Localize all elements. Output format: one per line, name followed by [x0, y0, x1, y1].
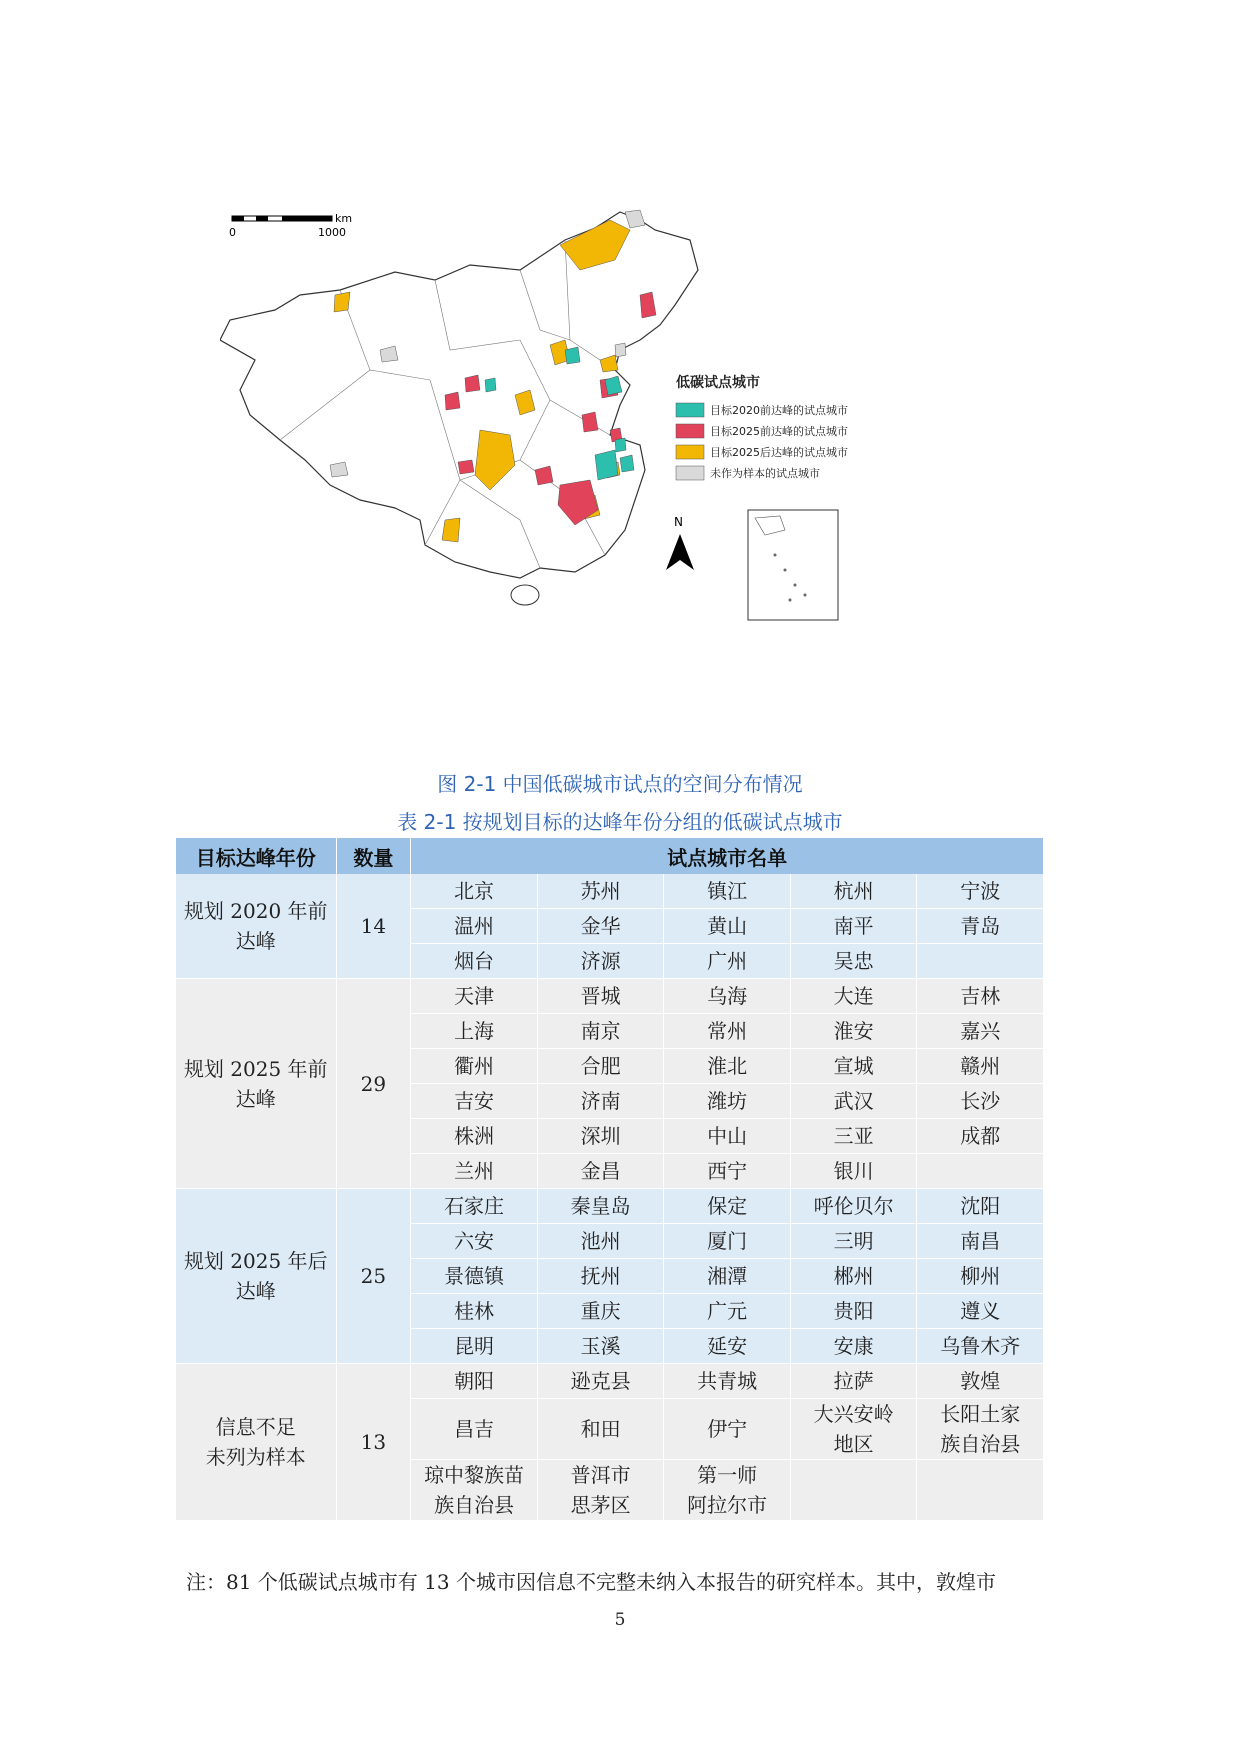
city-cell: 广元	[664, 1294, 791, 1329]
city-cell: 淮北	[664, 1049, 791, 1084]
city-cell: 天津	[411, 979, 538, 1014]
city-cell: 淮安	[790, 1014, 917, 1049]
city-cell: 普洱市 思茅区	[537, 1460, 664, 1521]
city-cell: 玉溪	[537, 1329, 664, 1364]
city-cell: 抚州	[537, 1259, 664, 1294]
city-cell: 厦门	[664, 1224, 791, 1259]
footnote: 注：81 个低碳试点城市有 13 个城市因信息不完整未纳入本报告的研究样本。其中，敦煌市	[186, 1570, 996, 1594]
city-cell: 共青城	[664, 1364, 791, 1399]
hainan-island	[511, 585, 539, 605]
city-cell: 大兴安岭 地区	[790, 1399, 917, 1460]
city-cell: 南平	[790, 909, 917, 944]
city-cell: 重庆	[537, 1294, 664, 1329]
city-cell	[917, 1460, 1044, 1521]
city-cell: 贵阳	[790, 1294, 917, 1329]
svg-text:N: N	[674, 515, 683, 529]
city-cell: 长阳土家 族自治县	[917, 1399, 1044, 1460]
city-cell	[917, 944, 1044, 979]
city-cell: 北京	[411, 874, 538, 909]
city-cell: 乌海	[664, 979, 791, 1014]
city-cell: 逊克县	[537, 1364, 664, 1399]
city-cell: 三亚	[790, 1119, 917, 1154]
city-cell: 敦煌	[917, 1364, 1044, 1399]
city-cell: 杭州	[790, 874, 917, 909]
city-cell: 黄山	[664, 909, 791, 944]
city-cell: 中山	[664, 1119, 791, 1154]
city-cell: 池州	[537, 1224, 664, 1259]
city-cell: 第一师 阿拉尔市	[664, 1460, 791, 1521]
city-cell: 六安	[411, 1224, 538, 1259]
city-cell: 嘉兴	[917, 1014, 1044, 1049]
group-count: 29	[336, 979, 411, 1189]
legend-swatch-red	[676, 424, 704, 438]
header-count: 数量	[336, 838, 411, 874]
city-cell: 兰州	[411, 1154, 538, 1189]
pilot-city-table	[176, 838, 1044, 1521]
legend-swatch-gray	[676, 466, 704, 480]
city-cell: 苏州	[537, 874, 664, 909]
city-cell: 伊宁	[664, 1399, 791, 1460]
table-caption: 表 2-1 按规划目标的达峰年份分组的低碳试点城市	[397, 810, 843, 834]
legend-label: 目标2025前达峰的试点城市	[710, 425, 848, 438]
city-cell: 郴州	[790, 1259, 917, 1294]
table-row	[176, 1364, 1044, 1399]
page-number: 5	[614, 1610, 626, 1630]
city-cell: 吉林	[917, 979, 1044, 1014]
city-cell: 三明	[790, 1224, 917, 1259]
city-cell: 温州	[411, 909, 538, 944]
city-cell: 朝阳	[411, 1364, 538, 1399]
city-cell: 金华	[537, 909, 664, 944]
table-row	[176, 874, 1044, 909]
scale-unit: km	[335, 212, 353, 225]
city-cell: 成都	[917, 1119, 1044, 1154]
city-cell: 湘潭	[664, 1259, 791, 1294]
table-header-row	[176, 838, 1044, 874]
header-target-year: 目标达峰年份	[176, 838, 336, 874]
city-cell: 青岛	[917, 909, 1044, 944]
legend-label: 未作为样本的试点城市	[710, 467, 820, 480]
group-count: 25	[336, 1189, 411, 1364]
city-cell: 南昌	[917, 1224, 1044, 1259]
city-cell: 拉萨	[790, 1364, 917, 1399]
city-cell: 吴忠	[790, 944, 917, 979]
china-pilot-city-map	[220, 200, 980, 720]
city-cell: 济南	[537, 1084, 664, 1119]
city-cell: 琼中黎族苗 族自治县	[411, 1460, 538, 1521]
city-cell	[917, 1154, 1044, 1189]
city-cell: 秦皇岛	[537, 1189, 664, 1224]
city-cell: 赣州	[917, 1049, 1044, 1084]
group-label: 规划 2025 年前 达峰	[176, 979, 336, 1189]
legend-swatch-teal	[676, 403, 704, 417]
city-cell: 宣城	[790, 1049, 917, 1084]
city-cell: 昌吉	[411, 1399, 538, 1460]
group-count: 14	[336, 874, 411, 979]
city-cell: 乌鲁木齐	[917, 1329, 1044, 1364]
city-cell: 合肥	[537, 1049, 664, 1084]
map-legend	[676, 374, 848, 480]
city-cell: 株洲	[411, 1119, 538, 1154]
city-cell: 柳州	[917, 1259, 1044, 1294]
city-cell: 衢州	[411, 1049, 538, 1084]
city-cell: 烟台	[411, 944, 538, 979]
city-cell: 武汉	[790, 1084, 917, 1119]
city-cell: 大连	[790, 979, 917, 1014]
city-cell: 遵义	[917, 1294, 1044, 1329]
city-cell: 吉安	[411, 1084, 538, 1119]
north-arrow	[666, 515, 694, 570]
city-cell: 呼伦贝尔	[790, 1189, 917, 1224]
city-cell: 深圳	[537, 1119, 664, 1154]
city-cell: 南京	[537, 1014, 664, 1049]
city-cell: 景德镇	[411, 1259, 538, 1294]
city-cell	[790, 1460, 917, 1521]
city-cell: 西宁	[664, 1154, 791, 1189]
city-cell: 延安	[664, 1329, 791, 1364]
table-row	[176, 979, 1044, 1014]
table-row	[176, 1189, 1044, 1224]
scale-end: 1000	[318, 226, 346, 239]
header-city-list: 试点城市名单	[411, 838, 1044, 874]
legend-label: 目标2025后达峰的试点城市	[710, 446, 848, 459]
group-label: 规划 2020 年前 达峰	[176, 874, 336, 979]
city-cell: 宁波	[917, 874, 1044, 909]
city-cell: 济源	[537, 944, 664, 979]
group-count: 13	[336, 1364, 411, 1521]
city-cell: 常州	[664, 1014, 791, 1049]
city-cell: 广州	[664, 944, 791, 979]
scale-start: 0	[229, 226, 236, 239]
city-cell: 银川	[790, 1154, 917, 1189]
city-cell: 沈阳	[917, 1189, 1044, 1224]
city-cell: 长沙	[917, 1084, 1044, 1119]
city-cell: 潍坊	[664, 1084, 791, 1119]
city-cell: 桂林	[411, 1294, 538, 1329]
legend-swatch-yellow	[676, 445, 704, 459]
city-cell: 安康	[790, 1329, 917, 1364]
city-cell: 金昌	[537, 1154, 664, 1189]
legend-title: 低碳试点城市	[676, 375, 760, 391]
scale-bar	[229, 212, 352, 239]
city-cell: 晋城	[537, 979, 664, 1014]
city-cell: 镇江	[664, 874, 791, 909]
figure-caption: 图 2-1 中国低碳城市试点的空间分布情况	[437, 772, 803, 796]
legend-label: 目标2020前达峰的试点城市	[710, 404, 848, 417]
group-label: 信息不足 未列为样本	[176, 1364, 336, 1521]
city-cell: 石家庄	[411, 1189, 538, 1224]
city-cell: 上海	[411, 1014, 538, 1049]
city-cell: 昆明	[411, 1329, 538, 1364]
group-label: 规划 2025 年后 达峰	[176, 1189, 336, 1364]
city-cell: 保定	[664, 1189, 791, 1224]
city-cell: 和田	[537, 1399, 664, 1460]
